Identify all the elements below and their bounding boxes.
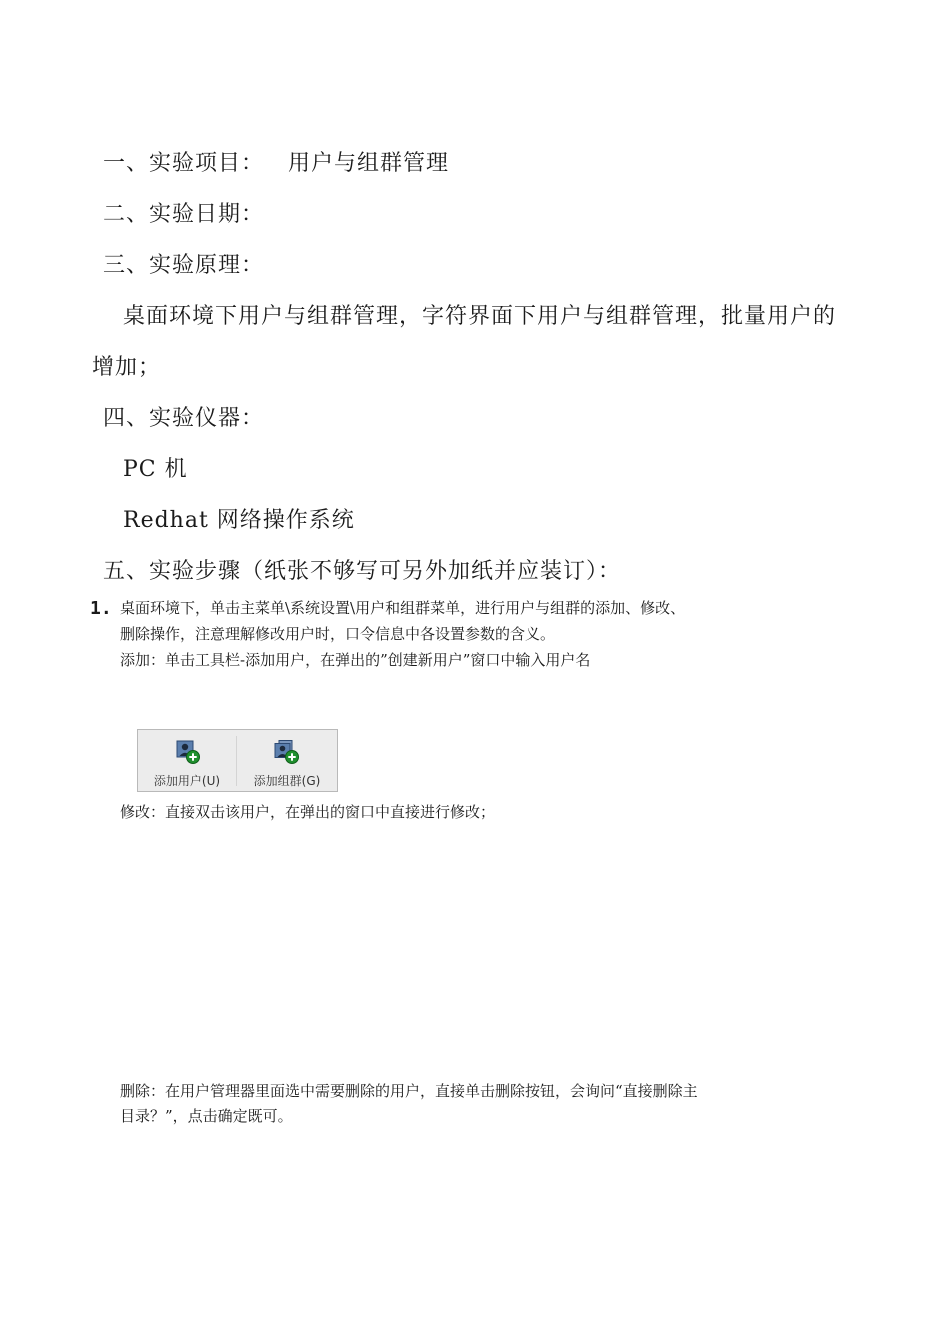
step-number: 1. [90,598,112,619]
delete-instruction-line-1: 删除：在用户管理器里面选中需要删除的用户，直接单击删除按钮，会询问“直接删除主 [120,1082,698,1100]
add-group-button[interactable] [238,730,336,793]
add-user-label: 添加用户(U) [153,774,221,788]
principle-line-1: 桌面环境下用户与组群管理，字符界面下用户与组群管理，批量用户的 [123,304,837,329]
add-group-icon [274,740,300,764]
add-instruction: 添加：单击工具栏-添加用户，在弹出的”创建新用户”窗口中输入用户名 [120,651,591,669]
instrument-1: PC 机 [123,457,188,482]
delete-instruction-line-2: 目录？”，点击确定既可。 [120,1107,293,1125]
toolbar-screenshot [137,729,338,792]
section-5-label: 五、实验步骤（纸张不够写可另外加纸并应装订）： [103,559,622,584]
add-user-button[interactable] [140,730,234,793]
instrument-2: Redhat 网络操作系统 [123,508,355,533]
step-1-line-1: 桌面环境下，单击主菜单\系统设置\用户和组群菜单，进行用户与组群的添加、修改、 [120,599,686,617]
modify-instruction: 修改：直接双击该用户，在弹出的窗口中直接进行修改； [120,803,496,821]
step-1-line-2: 删除操作，注意理解修改用户时，口令信息中各设置参数的含义。 [120,625,556,643]
section-1 [103,146,449,177]
toolbar-separator [236,736,237,786]
section-3-label: 三、实验原理： [103,253,265,278]
add-user-icon [176,740,200,764]
section-2-label: 二、实验日期： [103,202,265,227]
section-1-value: 用户与组群管理 [288,151,450,176]
section-4-label: 四、实验仪器： [103,406,265,431]
principle-line-2: 增加； [92,355,162,380]
add-group-label: 添加组群(G) [253,774,321,788]
section-1-label: 一、实验项目： [103,151,265,176]
